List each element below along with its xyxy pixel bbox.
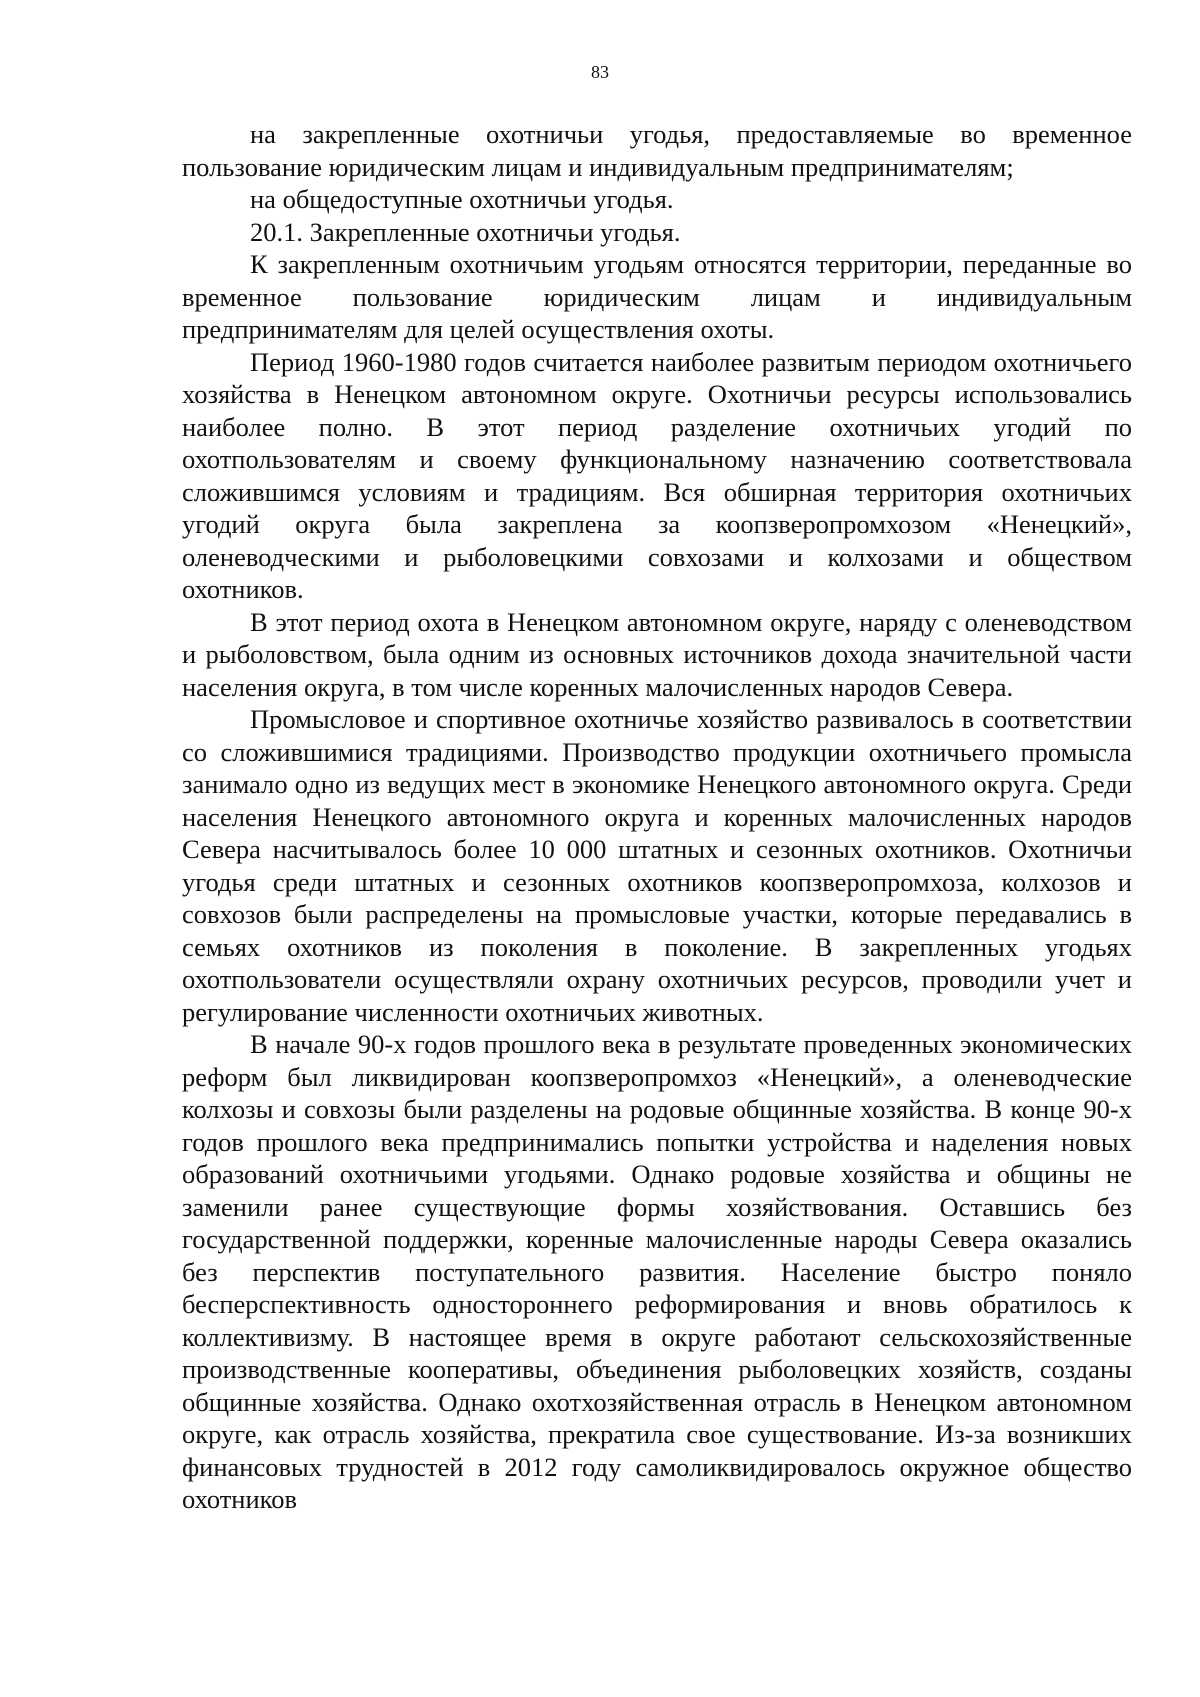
paragraph: Промысловое и спортивное охотничье хозяйство развивалось в соответствии со сложившимися традициями. Производство продукции охотничьего промысла занимало одно из ведущих мест в экономике Ненецкого автономного округа. Среди населения Ненецкого автономного округа и коренных малочисленных народов Севера насчитывалось более 10 000 штатных и сезонных охотников. Охотничьи угодья среди штатных и сезонных охотников коопзверопромхоза, колхозов и совхозов были распределены на промысловые участки, которые передавались в семьях охотников из поколения в поколение. В закрепленных угодьях охотпользователи осуществляли охрану охотничьих ресурсов, проводили учет и регулирование численности охотничьих животных.	[182, 704, 1132, 1027]
paragraph: на закрепленные охотничьи угодья, предоставляемые во временное пользование юридическим лицам и индивидуальным предпринимателям;	[182, 119, 1132, 182]
paragraph: 20.1. Закрепленные охотничьи угодья.	[250, 216, 681, 247]
paragraph: Период 1960-1980 годов считается наиболее развитым периодом охотничьего хозяйства в Ненецком автономном округе. Охотничьи ресурсы использовались наиболее полно. В этот период разделение охотничьих угодий по охотпользователям и своему функциональному назначению соответствовала сложившимся условиям и традициям. Вся обширная территория охотничьих угодий округа была закреплена за коопзверопромхозом «Ненецкий», оленеводческими и рыболовецкими совхозами и колхозами и обществом охотников.	[182, 346, 1132, 604]
paragraph: на общедоступные охотничьи угодья.	[250, 184, 674, 214]
paragraph: В этот период охота в Ненецком автономном округе, наряду с оленеводством и рыболовством, была одним из основных источников дохода значительной части населения округа, в том числе коренных малочисленных народов Севера.	[182, 606, 1132, 702]
document-body	[182, 118, 1132, 1516]
paragraph: К закрепленным охотничьим угодьям относятся территории, переданные во временное пользование юридическим лицам и индивидуальным предпринимателям для целей осуществления охоты.	[182, 249, 1132, 344]
paragraph: В начале 90-х годов прошлого века в результате проведенных экономических реформ был ликвидирован коопзверопромхоз «Ненецкий», а оленеводческие колхозы и совхозы были разделены на родовые общинные хозяйства. В конце 90-х годов прошлого века предпринимались попытки устройства и наделения новых образований охотничьими угодьями. Однако родовые хозяйства и общины не заменили ранее существующие формы хозяйствования. Оставшись без государственной поддержки, коренные малочисленные народы Севера оказались без перспектив поступательного развития. Население быстро поняло бесперспективность одностороннего реформирования и вновь обратилось к коллективизму. В настоящее время в округе работают сельскохозяйственные производственные кооперативы, объединения рыболовецких хозяйств, созданы общинные хозяйства. Однако охотхозяйственная отрасль в Ненецком автономном округе, как отрасль хозяйства, прекратила свое существование. Из-за возникших финансовых трудностей в 2012 году самоликвидировалось окружное общество охотников	[182, 1029, 1132, 1514]
page-number: 83	[591, 62, 609, 82]
